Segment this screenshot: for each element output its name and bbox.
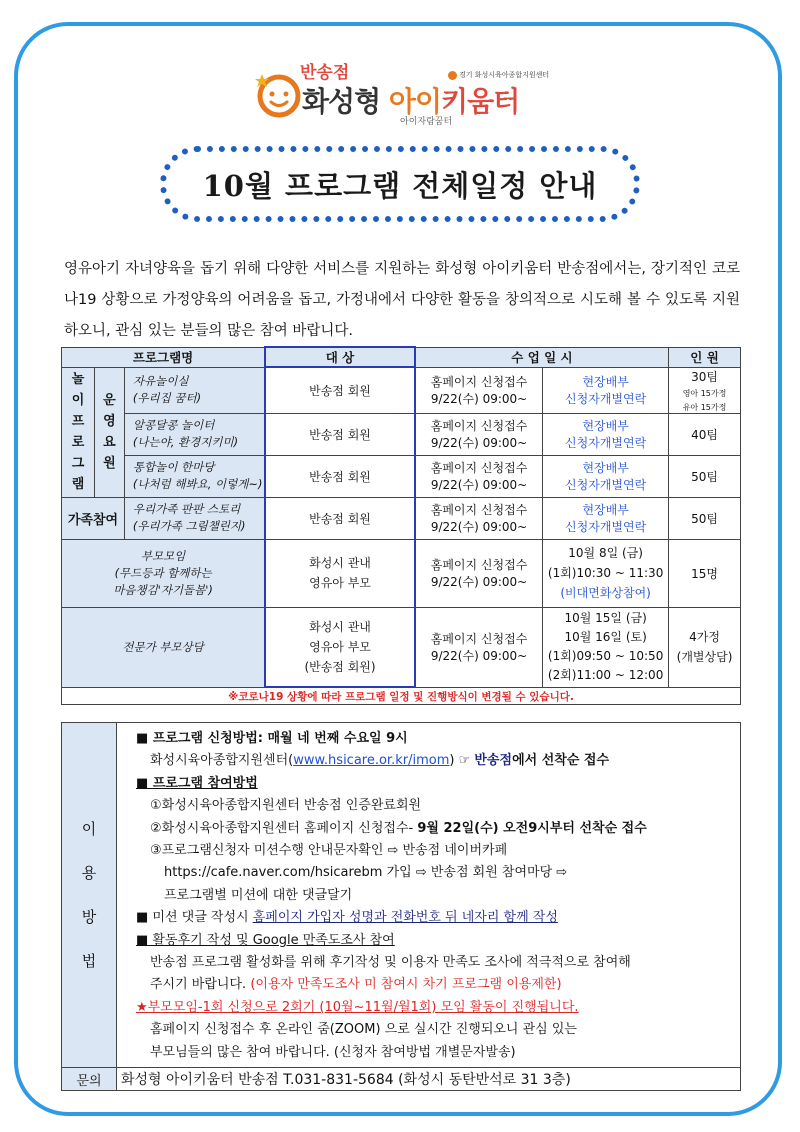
- operation-label: 운 영 요 원: [94, 367, 124, 497]
- intro-paragraph: 영유아기 자녀양육을 돕기 위해 다양한 서비스를 지원하는 화성형 아이키움터 반송점에서는, 장기적인 코로나19 상황으로 가정양육의 어려움을 돕고, 가정내에서 다양한 활동을 창의적으로 시도해 볼 수 있도록 지원하오니, 관심 있는 분들의 많은 참여 바랍니다.: [64, 261, 740, 339]
- child-face-icon: [254, 68, 304, 118]
- homepage-link[interactable]: www.hsicare.or.kr/imom: [293, 753, 450, 769]
- closing-line: 부모님들의 많은 참여 바랍니다. (신청자 참여방법 개별문자발송): [150, 1044, 516, 1060]
- participation-heading: ■ 프로그램 참여방법: [136, 775, 258, 791]
- zoom-line: 홈페이지 신청접수 후 온라인 줌(ZOOM) 으로 실시간 진행되오니 관심 있는: [150, 1022, 577, 1038]
- program-name: 자유놀이실 (우리집 꿈터): [124, 367, 265, 413]
- notice-row: [62, 687, 741, 705]
- apply-method-line: 화성시육아종합지원센터(www.hsicare.or.kr/imom) ☞ 반송점에서 선착순 접수: [150, 753, 610, 769]
- review-line-1: 반송점 프로그램 활성화를 위해 후기작성 및 이용자 만족도 조사에 적극적으로 참여해: [150, 955, 631, 971]
- apply-cell: 홈페이지 신청접수 9/22(수) 09:00~: [415, 607, 543, 687]
- apply-cell: 홈페이지 신청접수 9/22(수) 09:00~: [415, 497, 543, 539]
- page-title: 10월 프로그램 전체일정 안내: [202, 168, 598, 203]
- family-label: 가족참여: [62, 497, 125, 539]
- apply-cell: 홈페이지 신청접수 9/22(수) 09:00~: [415, 413, 543, 455]
- date-cell: 10월 8일 (금) (1회)10:30 ~ 11:30 (비대면화상참여): [543, 539, 669, 607]
- apply-cell: 홈페이지 신청접수 9/22(수) 09:00~: [415, 539, 543, 607]
- program-name: 부모모임 (무드등과 함께하는 마음챙김'자기돌봄'): [62, 539, 266, 607]
- target-cell: 화성시 관내 영유아 부모: [265, 539, 415, 607]
- center-logo: 경기 화성시육아종합지원센터: [448, 70, 549, 80]
- usage-row: [62, 723, 741, 1068]
- header-program: 프로그램명: [62, 347, 266, 367]
- target-cell: 반송점 회원: [265, 413, 415, 455]
- branch-name: 반송점: [300, 63, 350, 83]
- table-row: [62, 539, 741, 607]
- center-logo-icon: [448, 71, 457, 80]
- header-target: 대 상: [265, 347, 415, 367]
- schedule-table: [61, 346, 741, 705]
- program-name: 알콩달콩 놀이터 (나는야, 환경지키미): [124, 413, 265, 455]
- table-header-row: [62, 347, 741, 367]
- covid-notice: ※코로나19 상황에 따라 프로그램 일정 및 진행방식이 변경될 수 있습니다.: [62, 687, 741, 705]
- review-heading: ■ 활동후기 작성 및 Google 만족도조사 참여: [136, 932, 395, 948]
- contact-row: [62, 1068, 741, 1091]
- date-cell: 현장배부 신청자개별연락: [543, 455, 669, 497]
- review-line-2: 주시기 바랍니다. (이용자 만족도조사 미 참여시 차기 프로그램 이용제한): [150, 977, 562, 993]
- program-name: 우리가족 판판 스토리 (우리가족 그림챌린지): [124, 497, 265, 539]
- usage-label: 이 용 방 법: [62, 723, 117, 1068]
- people-cell: 40팀: [669, 413, 741, 455]
- mission-note: ■ 미션 댓글 작성시 홈페이지 가입자 성명과 전화번호 뒤 네자리 함께 작성: [136, 910, 558, 926]
- mission-comment-line: 프로그램별 미션에 대한 댓글달기: [164, 887, 353, 903]
- date-cell: 현장배부 신청자개별연락: [543, 413, 669, 455]
- target-cell: 반송점 회원: [265, 497, 415, 539]
- cafe-link-line: https://cafe.naver.com/hsicarebm 가입 ⇨ 반송점 회원 참여마당 ⇨: [164, 865, 568, 881]
- logo: [250, 56, 570, 128]
- participation-step-2: ②화성시육아종합지원센터 홈페이지 신청접수- 9월 22일(수) 오전9시부터 선착순 접수: [150, 820, 647, 836]
- apply-method-heading: ■ 프로그램 신청방법: 매월 네 번째 수요일 9시: [136, 731, 408, 746]
- apply-cell: 홈페이지 신청접수 9/22(수) 09:00~: [415, 455, 543, 497]
- contact-text: 화성형 아이키움터 반송점 T.031-831-5684 (화성시 동탄반석로 31 3층): [117, 1068, 741, 1091]
- table-row: [62, 413, 741, 455]
- table-row: [62, 455, 741, 497]
- people-cell: 50팀: [669, 455, 741, 497]
- logo-subtitle: 아이자람꿈터: [400, 117, 453, 127]
- date-cell: 현장배부 신청자개별연락: [543, 367, 669, 413]
- table-row: [62, 367, 741, 413]
- contact-label: 문의: [62, 1068, 117, 1091]
- people-cell: 50팀: [669, 497, 741, 539]
- people-cell: 15명: [669, 539, 741, 607]
- participation-step-1: ①화성시육아종합지원센터 반송점 인증완료회원: [150, 798, 422, 814]
- participation-step-3: ③프로그램신청자 미션수행 안내문자확인 ⇨ 반송점 네이버카페: [150, 843, 508, 859]
- target-cell: 반송점 회원: [265, 455, 415, 497]
- usage-table: [61, 722, 741, 1091]
- people-cell: 30팀 영아 15가정 유아 15가정: [669, 367, 741, 413]
- logo-title: 화성형 아이키움터: [302, 85, 520, 118]
- usage-content: [117, 723, 741, 1068]
- table-row: [62, 497, 741, 539]
- play-program-label: 놀 이 프 로 그 램: [62, 367, 95, 497]
- program-name: 통합놀이 한마당 (나처럼 해봐요, 이렇게~): [124, 455, 265, 497]
- date-cell: 현장배부 신청자개별연락: [543, 497, 669, 539]
- people-cell: 4가정 (개별상담): [669, 607, 741, 687]
- header-date: 수 업 일 시: [415, 347, 669, 367]
- table-row: [62, 607, 741, 687]
- date-cell: 10월 15일 (금) 10월 16일 (토) (1회)09:50 ~ 10:50 (2회)11:00 ~ 12:00: [543, 607, 669, 687]
- parent-meeting-note: ★부모모임-1회 신청으로 2회기 (10월~11월/월1회) 모임 활동이 진행됩니다.: [136, 999, 579, 1015]
- target-cell: 반송점 회원: [265, 367, 415, 413]
- title-box: [160, 146, 640, 222]
- header-people: 인 원: [669, 347, 741, 367]
- program-name: 전문가 부모상담: [62, 607, 266, 687]
- apply-cell: 홈페이지 신청접수 9/22(수) 09:00~: [415, 367, 543, 413]
- target-cell: 화성시 관내 영유아 부모 (반송점 회원): [265, 607, 415, 687]
